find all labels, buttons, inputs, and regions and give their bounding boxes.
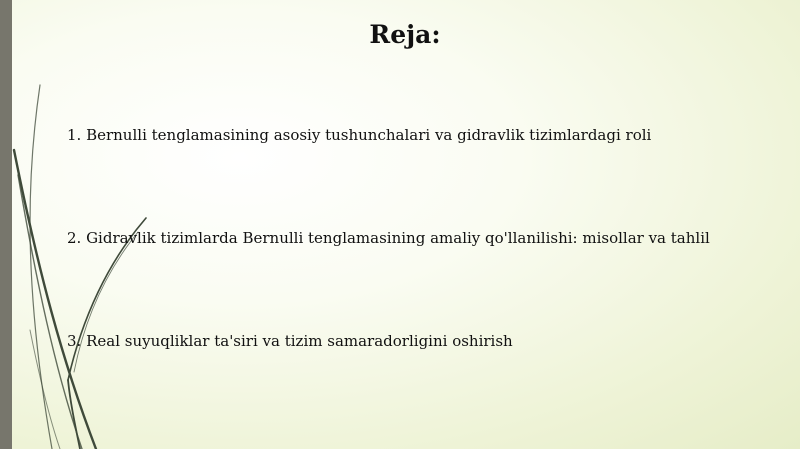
plan-item-1: 1. Bernulli tenglamasining asosiy tushunchalari va gidravlik tizimlardagi roli — [67, 126, 652, 144]
slide-title: Reja: — [369, 20, 441, 49]
plan-item-2: 2. Gidravlik tizimlarda Bernulli tenglamasining amaliy qo'llanilishi: misollar va tahlil — [67, 229, 710, 247]
plan-item-3: 3. Real suyuqliklar ta'siri va tizim samaradorligini oshirish — [67, 332, 513, 350]
